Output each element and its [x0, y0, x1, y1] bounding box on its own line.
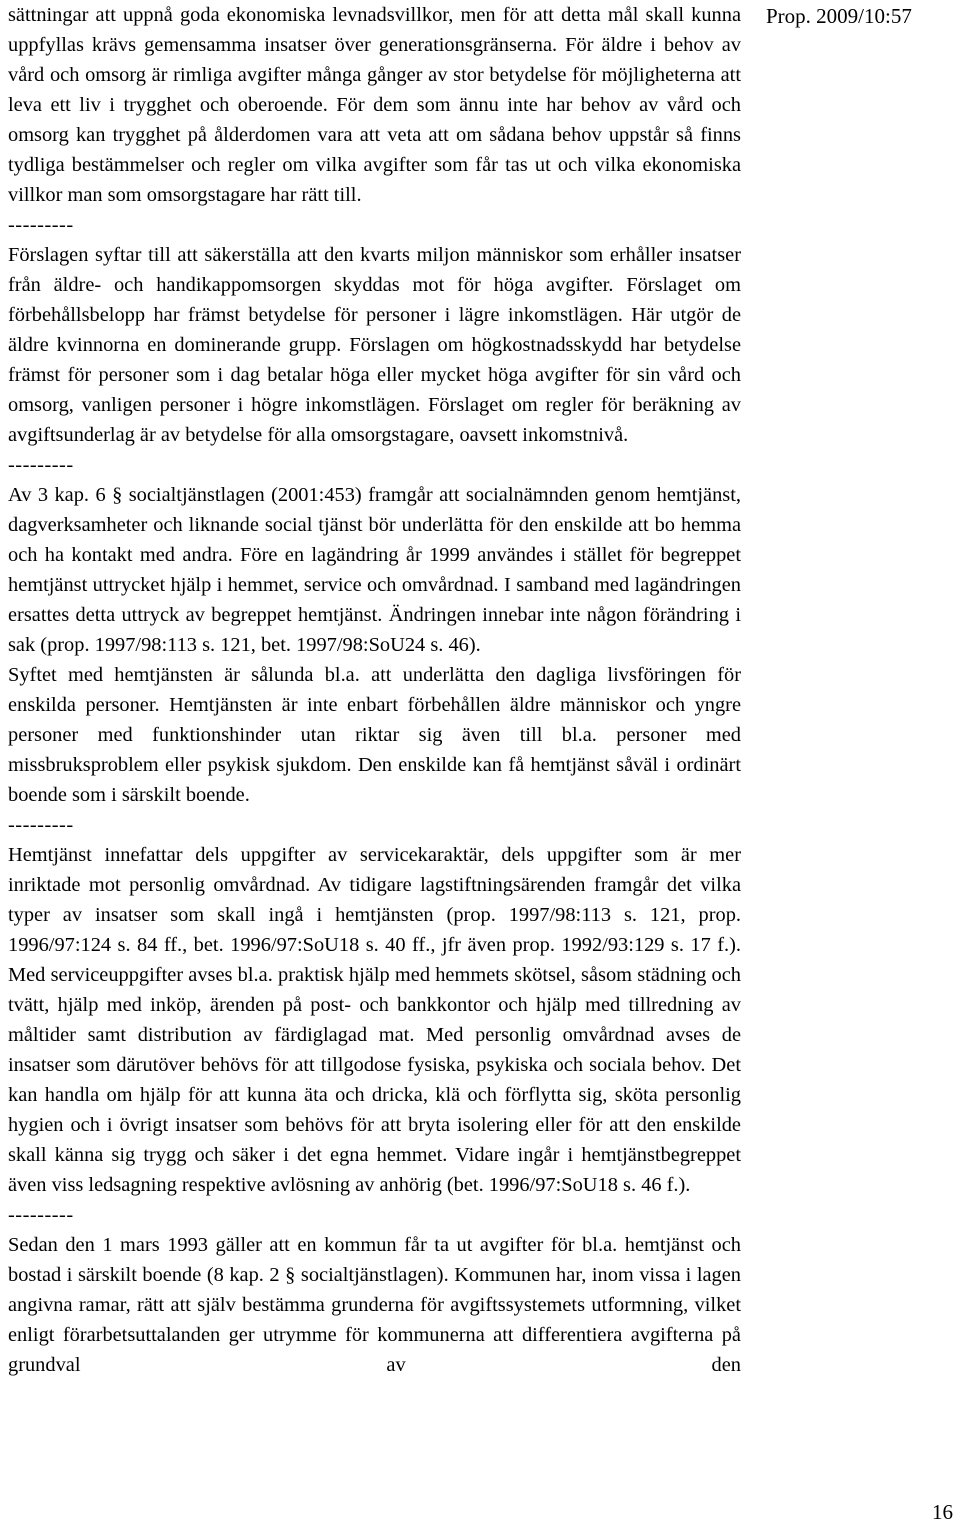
paragraph-hemtjanst-purpose: Syftet med hemtjänsten är sålunda bl.a. att underlätta den dagliga livsföringen för enskilda personer. Hemtjänsten är inte enbart förbehållen äldre människor och yngre personer med funktionshinder utan riktar sig även till bl.a. personer med missbruksproblem eller psykisk sjukdom. Den enskilde kan få hemtjänst såväl i ordinärt boende som i särskilt boende.: [8, 664, 741, 806]
paragraph-proposals-purpose: Förslagen syftar till att säkerställa att den kvarts miljon människor som erhåller insatser från äldre- och handikappomsorgen skyddas mot för höga avgifter. Förslaget om förbehållsbelopp har främst betydelse för personer i lägre inkomstlägen. Här utgör de äldre kvinnorna en dominerande grupp. Förslagen om högkostnadsskydd har betydelse främst för personer som i dag betalar höga eller mycket höga avgifter för sin vård och omsorg, vanligen personer i högre inkomstlägen. Förslaget om regler för beräkning av avgiftsunderlag är av betydelse för alla omsorgstagare, oavsett inkomstnivå.: [8, 244, 741, 446]
paragraph-intro-continued: sättningar att uppnå goda ekonomiska levnadsvillkor, men för att detta mål skall kunna uppfyllas krävs gemensamma insatser över generationsgränserna. För äldre i behov av vård och omsorg är rimliga avgifter många gånger av stor betydelse för möjligheterna att leva ett liv i trygghet och oberoende. För dem som ännu inte har behov av vård och omsorg kan trygghet på ålderdomen vara att veta att om sådana behov uppstår så finns tydliga bestämmelser och regler om vilka avgifter som får tas ut och vilka ekonomiska villkor man som omsorgstagare har rätt till.: [8, 4, 741, 206]
section-separator: ---------: [8, 214, 74, 236]
page-number: 16: [932, 1500, 953, 1524]
paragraph-hemtjanst-content: Hemtjänst innefattar dels uppgifter av servicekaraktär, dels uppgifter som är mer inriktade mot personlig omvårdnad. Av tidigare lagstiftningsärenden framgår det vilka typer av insatser som skall ingå i hemtjänsten (prop. 1997/98:113 s. 121, prop. 1996/97:124 s. 84 ff., bet. 1996/97:SoU18 s. 40 ff., jfr även prop. 1992/93:129 s. 17 f.). Med serviceuppgifter avses bl.a. praktisk hjälp med hemmets skötsel, såsom städning och tvätt, hjälp med inköp, ärenden på post- och bankkontor och hjälp med tillredning av måltider samt distribution av färdiglagad mat. Med personlig omvårdnad avses de insatser som därutöver behövs för att tillgodose fysiska, psykiska och sociala behov. Det kan handla om hjälp för att kunna äta och dricka, klä och förflytta sig, sköta personlig hygien och i övrigt insatser som behövs för att bryta isolering eller för att den enskilde skall känna sig trygg och säker i det egna hemmet. Vidare ingår i hemtjänstbegreppet även viss ledsagning respektive avlösning av anhörig (bet. 1996/97:SoU18 s. 46 f.).: [8, 844, 741, 1196]
body-text: [8, 0, 741, 1380]
section-separator: ---------: [8, 1204, 74, 1226]
document-reference: Prop. 2009/10:57: [766, 4, 912, 28]
paragraph-socialtjanstlagen: Av 3 kap. 6 § socialtjänstlagen (2001:453) framgår att socialnämnden genom hemtjänst, dagverksamheter och liknande social tjänst bör underlätta för den enskilde att bo hemma och ha kontakt med andra. Före en lagändring år 1999 användes i stället för begreppet hemtjänst uttrycket hjälp i hemmet, service och omvårdnad. I samband med lagändringen ersattes detta uttryck av begreppet hemtjänst. Ändringen innebar inte någon förändring i sak (prop. 1997/98:113 s. 121, bet. 1997/98:SoU24 s. 46).: [8, 484, 741, 656]
section-separator: ---------: [8, 814, 74, 836]
section-separator: ---------: [8, 454, 74, 476]
paragraph-fees: Sedan den 1 mars 1993 gäller att en kommun får ta ut avgifter för bl.a. hemtjänst och bostad i särskilt boende (8 kap. 2 § socialtjänstlagen). Kommunen har, inom vissa i lagen angivna ramar, rätt att själv bestämma grunderna för avgiftssystemets utformning, vilket enligt förarbetsuttalanden ger utrymme för kommunerna att differentiera avgifterna på grundval av den: [8, 1234, 741, 1376]
